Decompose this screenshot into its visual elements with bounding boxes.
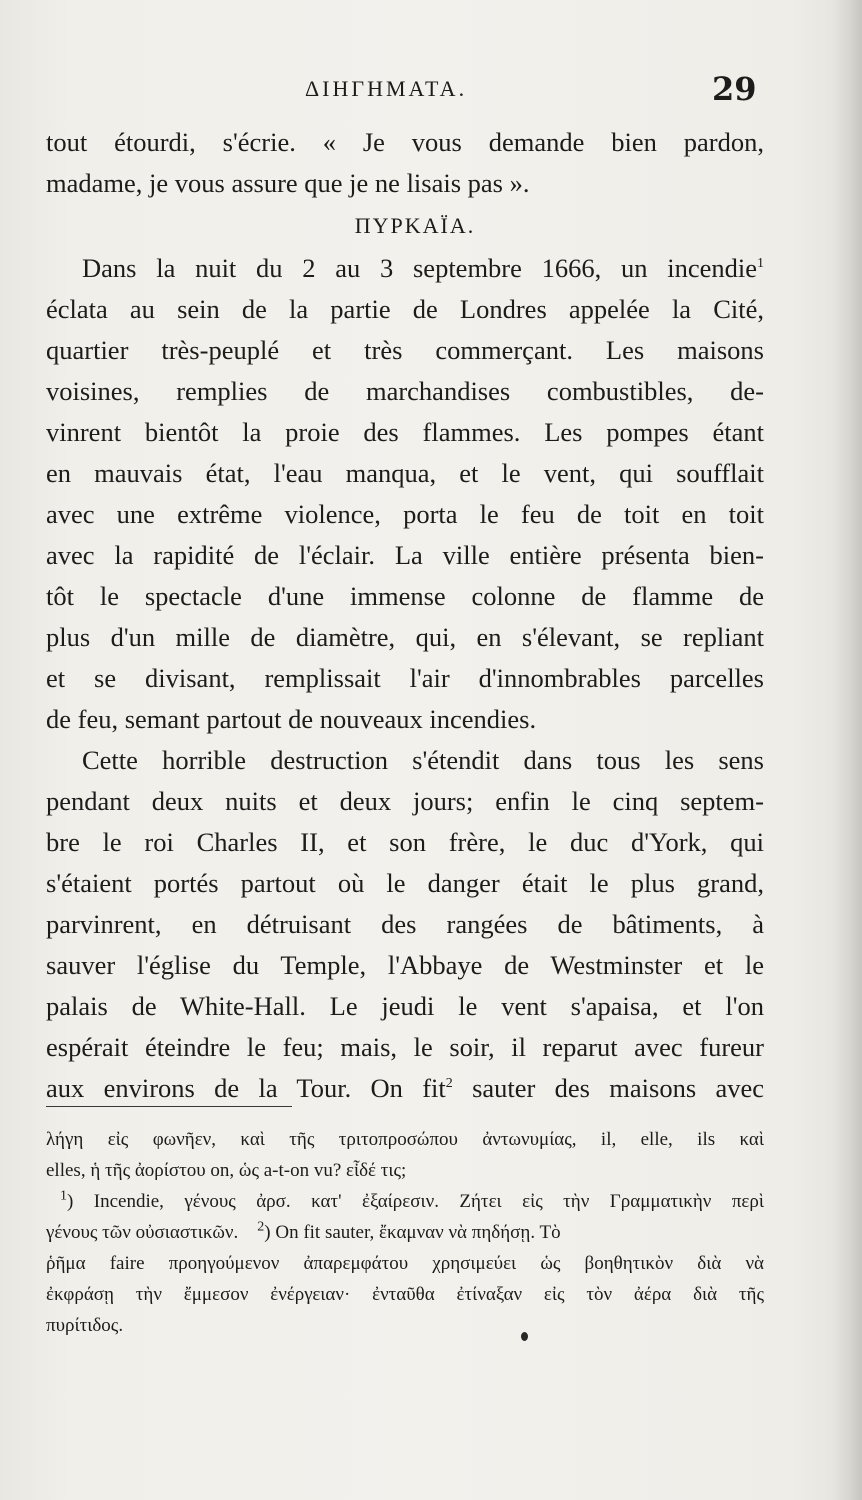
footnote-line: elles, ἡ τῆς ἀορίστου on, ὡς a-t-on vu? εἶδέ τις; <box>46 1160 407 1181</box>
text-line: tout étourdi, s'écrie. « Je vous demande bien pardon, <box>46 127 764 157</box>
text-line <box>46 248 764 289</box>
text-line: sauver l'église du Temple, l'Abbaye de Westminster et le <box>46 950 764 980</box>
footnote-text: ) Incendie, γένους ἀρσ. κατ' ἐξαίρεσιν. Ζήτει εἰς τὴν Γραμματικὴν περὶ <box>67 1191 764 1212</box>
footnote-rule <box>46 1106 292 1107</box>
text-line: avec une extrême violence, porta le feu de toit en toit <box>46 499 764 529</box>
text-line: espérait éteindre le feu; mais, le soir, il reparut avec fureur <box>46 1032 764 1062</box>
footnote-line <box>46 1217 764 1248</box>
page-number: 29 <box>712 70 757 108</box>
text-line: parvinrent, en détruisant des rangées de bâtiments, à <box>46 909 764 939</box>
text-line: voisines, remplies de marchandises combustibles, de- <box>46 376 764 406</box>
footnote-number: 1 <box>60 1188 67 1204</box>
page-header <box>0 70 862 110</box>
text-line: bre le roi Charles II, et son frère, le duc d'York, qui <box>46 827 764 857</box>
footnote-line <box>46 1186 764 1217</box>
footnote-text: γένους τῶν οὐσιαστικῶν. <box>46 1222 239 1243</box>
text-line: quartier très-peuplé et très commerçant. Les maisons <box>46 335 764 365</box>
text-line: éclata au sein de la partie de Londres appelée la Cité, <box>46 294 764 324</box>
text-line: vinrent bientôt la proie des flammes. Les pompes étant <box>46 417 764 447</box>
footnote-line: λήγη εἰς φωνῆεν, καὶ τῆς τριτοπροσώπου ἀντωνυμίας, il, elle, ils καὶ <box>46 1129 764 1150</box>
footnote-text: ) On fit sauter, ἔκαμναν νὰ πηδήσῃ. Τὸ <box>264 1222 561 1243</box>
text-line-content: sauter des maisons avec <box>472 1073 765 1103</box>
footnote-mark: 1 <box>757 256 764 272</box>
page-fold-shadow <box>832 0 862 1500</box>
text-line: de feu, semant partout de nouveaux incendies. <box>46 704 537 734</box>
text-line: palais de White-Hall. Le jeudi le vent s'apaisa, et l'on <box>46 991 764 1021</box>
text-line: Cette horrible destruction s'étendit dans tous les sens <box>82 745 764 775</box>
section-title: ΠΥΡΚΑΪΑ. <box>354 213 476 238</box>
text-line: avec la rapidité de l'éclair. La ville entière présenta bien- <box>46 540 764 570</box>
text-line-content: Dans la nuit du 2 au 3 septembre 1666, un incendie <box>82 253 757 283</box>
text-line: et se divisant, remplissait l'air d'innombrables parcelles <box>46 663 764 693</box>
text-line-content: aux environs de la Tour. On fit <box>46 1073 446 1103</box>
footnote-line: ῥῆμα faire προηγούμενον ἀπαρεμφάτου χρησιμεύει ὡς βοηθητικὸν διὰ νὰ <box>46 1253 764 1274</box>
text-line: madame, je vous assure que je ne lisais pas ». <box>46 168 530 198</box>
footnote-line: ἐκφράσῃ τὴν ἔμμεσον ἐνέργειαν· ἐνταῦθα ἐτίναξαν εἰς τὸν ἀέρα διὰ τῆς <box>46 1284 764 1305</box>
running-title: ΔΙΗΓΗΜΑΤΑ. <box>305 76 468 101</box>
text-line: s'étaient portés partout où le danger était le plus grand, <box>46 868 764 898</box>
ink-dot <box>521 1332 528 1341</box>
footnotes <box>46 1124 764 1341</box>
text-line: plus d'un mille de diamètre, qui, en s'élevant, se repliant <box>46 622 764 652</box>
footnote-mark: 2 <box>445 1076 453 1092</box>
text-line <box>46 1068 764 1109</box>
body-text <box>46 122 764 1109</box>
footnote-number: 2 <box>257 1219 265 1235</box>
text-line: pendant deux nuits et deux jours; enfin le cinq septem- <box>46 786 764 816</box>
footnote-line: πυρίτιδος. <box>46 1315 124 1336</box>
text-line: tôt le spectacle d'une immense colonne de flamme de <box>46 581 764 611</box>
text-line: en mauvais état, l'eau manqua, et le vent, qui soufflait <box>46 458 764 488</box>
